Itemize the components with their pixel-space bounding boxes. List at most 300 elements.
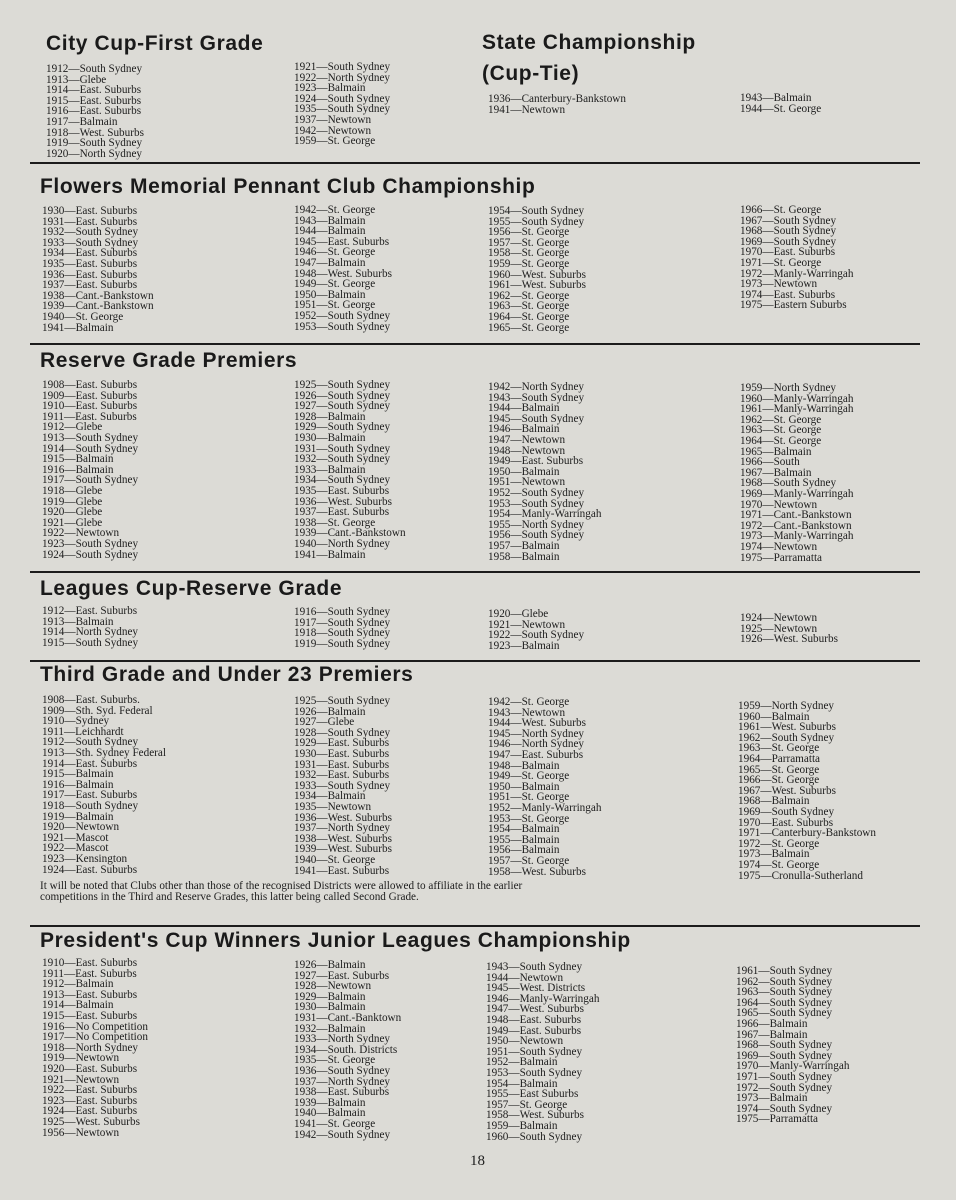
list-city-cup-col1	[46, 64, 144, 159]
list-item: 1951—St. George	[294, 299, 376, 312]
list-item: 1965—South Sydney	[736, 1007, 833, 1020]
list-item: 1966—St. George	[738, 774, 820, 787]
list-item: 1975—Parramatta	[736, 1113, 819, 1126]
list-item: 1942—Newtown	[294, 124, 372, 137]
list-item: 1945—South Sydney	[488, 412, 585, 425]
list-item: 1971—Cant.-Bankstown	[740, 509, 852, 522]
list-item: 1944—Newtown	[486, 971, 564, 984]
list-item: 1961—West. Suburbs	[488, 279, 586, 292]
list-item: 1934—South Sydney	[294, 474, 391, 487]
list-item: 1930—Balmain	[294, 431, 366, 444]
list-item: 1947—Newtown	[488, 433, 566, 446]
list-state-col1	[488, 94, 626, 115]
list-item: 1914—East. Suburbs	[46, 84, 142, 97]
list-item: 1922—North Sydney	[294, 71, 391, 84]
list-item: 1952—Balmain	[486, 1056, 558, 1069]
footnote: It will be noted that Clubs other than those of the recognised Districts were allowed to affiliate in the earlier competitions in the Third and Reserve Grades, this latter being called Second Grade.	[40, 880, 523, 903]
list-state-col2	[740, 93, 821, 114]
list-item: 1940—Balmain	[294, 1107, 366, 1120]
list-item: 1916—Balmain	[42, 463, 114, 476]
list-item: 1920—North Sydney	[46, 147, 143, 160]
section-divider	[30, 925, 920, 927]
list-item: 1965—St. George	[738, 763, 820, 776]
list-item: 1963—St. George	[488, 300, 570, 313]
list-item: 1946—Manly-Warringah	[486, 992, 600, 1005]
list-item: 1928—Balmain	[294, 410, 366, 423]
list-item: 1912—Glebe	[42, 421, 103, 434]
list-item: 1965—Balmain	[740, 445, 812, 458]
list-item: 1951—St. George	[488, 791, 570, 804]
list-item: 1938—Cant.-Bankstown	[42, 289, 154, 302]
list-reserve-col1	[42, 380, 138, 560]
list-item: 1953—South Sydney	[486, 1066, 583, 1079]
list-item: 1956—South Sydney	[488, 529, 585, 542]
list-item: 1922—East. Suburbs	[42, 1084, 138, 1097]
list-item: 1915—East. Suburbs	[46, 94, 142, 107]
list-item: 1922—South Sydney	[488, 629, 585, 642]
list-item: 1953—South Sydney	[488, 497, 585, 510]
list-item: 1963—St. George	[740, 424, 822, 437]
list-item: 1934—Balmain	[294, 790, 366, 803]
list-item: 1923—East. Suburbs	[42, 1094, 138, 1107]
list-item: 1920—East. Suburbs	[42, 1062, 138, 1075]
list-leagues-col1	[42, 606, 138, 648]
list-item: 1948—Newtown	[488, 444, 566, 457]
list-item: 1974—South Sydney	[736, 1102, 833, 1115]
list-item: 1950—Balmain	[488, 465, 560, 478]
list-item: 1924—South Sydney	[42, 548, 139, 561]
page-number: 18	[470, 1153, 485, 1169]
list-item: 1930—Balmain	[294, 1001, 366, 1014]
list-item: 1939—Cant.-Bankstown	[42, 300, 154, 313]
list-item: 1958—West. Suburbs	[488, 865, 586, 878]
list-item: 1943—Balmain	[740, 92, 812, 104]
list-item: 1974—East. Suburbs	[740, 288, 836, 301]
list-item: 1917—South Sydney	[42, 474, 139, 487]
list-item: 1930—East. Suburbs	[294, 747, 390, 760]
section-title-city-cup: City Cup-First Grade	[46, 32, 264, 55]
list-item: 1956—Balmain	[488, 844, 560, 857]
list-item: 1923—Balmain	[488, 639, 560, 652]
list-item: 1946—North Sydney	[488, 738, 585, 751]
list-item: 1936—West. Suburbs	[294, 811, 392, 824]
list-item: 1925—South Sydney	[294, 695, 391, 707]
list-item: 1972—Manly-Warringah	[740, 267, 854, 280]
list-item: 1966—Balmain	[736, 1017, 808, 1030]
list-flowers-col3	[488, 206, 586, 333]
list-item: 1931—South Sydney	[294, 442, 391, 455]
list-item: 1925—South Sydney	[294, 379, 391, 391]
list-item: 1962—South Sydney	[736, 975, 833, 988]
list-item: 1941—East. Suburbs	[294, 864, 390, 877]
list-item: 1908—East. Suburbs	[42, 379, 138, 391]
list-item: 1949—East. Suburbs	[486, 1024, 582, 1037]
list-item: 1929—East. Suburbs	[294, 737, 390, 750]
list-item: 1962—St. George	[740, 413, 822, 426]
list-item: 1918—Glebe	[42, 484, 103, 497]
list-leagues-col4	[740, 613, 838, 645]
list-item: 1973—Balmain	[736, 1092, 808, 1105]
list-item: 1914—North Sydney	[42, 626, 139, 639]
list-item: 1960—South Sydney	[486, 1130, 583, 1143]
list-item: 1939—Balmain	[294, 1096, 366, 1109]
list-item: 1929—South Sydney	[294, 421, 391, 434]
list-item: 1969—South Sydney	[736, 1049, 833, 1062]
list-item: 1970—East. Suburbs	[740, 246, 836, 259]
list-item: 1955—Balmain	[488, 833, 560, 846]
list-item: 1949—St. George	[488, 770, 570, 783]
list-leagues-col2	[294, 607, 390, 649]
list-item: 1909—Sth. Syd. Federal	[42, 704, 153, 717]
list-item: 1918—North Sydney	[42, 1041, 139, 1054]
list-item: 1961—South Sydney	[736, 965, 833, 977]
list-item: 1967—West. Suburbs	[738, 784, 836, 797]
list-item: 1961—Manly-Warringah	[740, 403, 854, 416]
section-title-state-championship: State Championship	[482, 31, 696, 54]
list-item: 1935—South Sydney	[294, 103, 391, 116]
list-item: 1949—East. Suburbs	[488, 455, 584, 468]
list-item: 1950—Balmain	[488, 780, 560, 793]
list-item: 1967—South Sydney	[740, 214, 837, 227]
list-item: 1910—East. Suburbs	[42, 957, 138, 969]
list-item: 1954—Balmain	[488, 823, 560, 836]
list-item: 1917—South Sydney	[294, 616, 391, 629]
list-item: 1974—Newtown	[740, 540, 818, 553]
list-item: 1913—South Sydney	[42, 431, 139, 444]
section-divider	[30, 660, 920, 662]
list-item: 1939—Cant.-Bankstown	[294, 527, 406, 540]
list-item: 1918—South Sydney	[42, 799, 139, 812]
list-item: 1922—Mascot	[42, 842, 109, 855]
list-third-col2	[294, 696, 392, 876]
list-item: 1924—East. Suburbs	[42, 1105, 138, 1118]
list-item: 1918—South Sydney	[294, 627, 391, 640]
list-item: 1958—St. George	[488, 247, 570, 260]
list-item: 1947—West. Suburbs	[486, 1003, 584, 1016]
list-item: 1931—East. Suburbs	[294, 758, 390, 771]
list-item: 1962—St. George	[488, 289, 570, 302]
list-item: 1916—East. Suburbs	[46, 105, 142, 118]
list-item: 1972—South Sydney	[736, 1081, 833, 1094]
list-item: 1913—Glebe	[46, 73, 107, 86]
list-item: 1913—East. Suburbs	[42, 988, 138, 1001]
list-item: 1936—Canterbury-Bankstown	[488, 93, 626, 105]
list-item: 1940—St. George	[294, 853, 376, 866]
section-subtitle-cup-tie: (Cup-Tie)	[482, 62, 580, 85]
list-item: 1923—Kensington	[42, 852, 128, 865]
list-item: 1921—Newtown	[488, 618, 566, 631]
list-item: 1956—St. George	[488, 226, 570, 239]
list-item: 1927—South Sydney	[294, 400, 391, 413]
section-title-presidents-cup: President's Cup Winners Junior Leagues Championship	[40, 929, 631, 952]
list-item: 1971—South Sydney	[736, 1070, 833, 1083]
list-item: 1924—South Sydney	[294, 92, 391, 105]
list-item: 1973—Balmain	[738, 848, 810, 861]
list-item: 1926—Balmain	[294, 705, 366, 718]
list-item: 1932—South Sydney	[42, 226, 139, 239]
list-item: 1915—East. Suburbs	[42, 1009, 138, 1022]
list-item: 1933—South Sydney	[294, 779, 391, 792]
list-item: 1947—Balmain	[294, 256, 366, 269]
list-item: 1935—East. Suburbs	[42, 257, 138, 270]
list-item: 1968—South Sydney	[736, 1039, 833, 1052]
list-item: 1927—East. Suburbs	[294, 969, 390, 982]
list-presidents-col1	[42, 958, 148, 1138]
list-item: 1912—Balmain	[42, 978, 114, 991]
list-item: 1945—East. Suburbs	[294, 235, 390, 248]
list-item: 1971—St. George	[740, 256, 822, 269]
list-item: 1970—Manly-Warringah	[736, 1060, 850, 1073]
list-reserve-col3	[488, 382, 601, 562]
list-item: 1975—Cronulla-Sutherland	[738, 869, 863, 882]
list-item: 1915—Balmain	[42, 453, 114, 466]
list-item: 1946—St. George	[294, 246, 376, 259]
list-item: 1950—Newtown	[486, 1035, 564, 1048]
list-item: 1924—East. Suburbs	[42, 863, 138, 876]
list-item: 1968—South Sydney	[740, 477, 837, 490]
list-item: 1908—East. Suburbs.	[42, 694, 140, 706]
list-item: 1941—St. George	[294, 1117, 376, 1130]
list-item: 1964—Parramatta	[738, 752, 821, 765]
list-item: 1943—South Sydney	[488, 391, 585, 404]
list-item: 1918—West. Suburbs	[46, 126, 144, 139]
list-item: 1955—East Suburbs	[486, 1088, 579, 1101]
list-item: 1910—Sydney	[42, 715, 110, 728]
section-divider	[30, 571, 920, 573]
list-item: 1917—East. Suburbs	[42, 789, 138, 802]
list-item: 1950—Balmain	[294, 288, 366, 301]
list-item: 1962—South Sydney	[738, 731, 835, 744]
list-item: 1957—St. George	[486, 1098, 568, 1111]
list-item: 1915—South Sydney	[42, 636, 139, 649]
list-item: 1936—West. Suburbs	[294, 495, 392, 508]
list-item: 1935—East. Suburbs	[294, 484, 390, 497]
list-item: 1967—Balmain	[740, 466, 812, 479]
list-item: 1936—South Sydney	[294, 1064, 391, 1077]
list-item: 1957—Balmain	[488, 539, 560, 552]
list-item: 1949—St. George	[294, 278, 376, 291]
list-item: 1923—Balmain	[294, 82, 366, 95]
list-item: 1938—St. George	[294, 516, 376, 529]
list-item: 1969—South Sydney	[740, 235, 837, 248]
list-third-col3	[488, 697, 601, 877]
list-item: 1966—South	[740, 456, 800, 469]
list-item: 1933—South Sydney	[42, 236, 139, 249]
list-item: 1975—Parramatta	[740, 551, 823, 564]
list-item: 1933—Balmain	[294, 463, 366, 476]
list-item: 1956—Newtown	[42, 1126, 120, 1139]
list-item: 1942—North Sydney	[488, 381, 585, 393]
list-item: 1959—North Sydney	[740, 382, 837, 394]
list-item: 1941—Balmain	[42, 321, 114, 334]
list-item: 1942—St. George	[488, 696, 570, 708]
list-item: 1912—South Sydney	[46, 63, 143, 75]
list-item: 1955—North Sydney	[488, 518, 585, 531]
list-item: 1943—Balmain	[294, 214, 366, 227]
list-item: 1968—Balmain	[738, 795, 810, 808]
list-item: 1964—South Sydney	[736, 996, 833, 1009]
list-item: 1937—North Sydney	[294, 1075, 391, 1088]
list-item: 1919—Balmain	[42, 810, 114, 823]
list-item: 1932—East. Suburbs	[294, 769, 390, 782]
list-item: 1945—West. Districts	[486, 982, 586, 995]
list-item: 1942—St. George	[294, 204, 376, 216]
list-item: 1945—North Sydney	[488, 727, 585, 740]
list-item: 1938—East. Suburbs	[294, 1086, 390, 1099]
list-item: 1914—South Sydney	[42, 442, 139, 455]
section-title-leagues-cup: Leagues Cup-Reserve Grade	[40, 577, 343, 600]
list-item: 1942—South Sydney	[294, 1128, 391, 1141]
list-item: 1973—Newtown	[740, 278, 818, 291]
list-item: 1969—South Sydney	[738, 805, 835, 818]
list-item: 1914—East. Suburbs	[42, 757, 138, 770]
list-item: 1964—St. George	[740, 434, 822, 447]
list-item: 1952—Manly-Warringah	[488, 801, 602, 814]
list-item: 1953—St. George	[488, 812, 570, 825]
list-item: 1954—Manly-Warringah	[488, 508, 602, 521]
list-item: 1944—Balmain	[294, 225, 366, 238]
list-item: 1928—Newtown	[294, 980, 372, 993]
list-item: 1925—West. Suburbs	[42, 1115, 140, 1128]
list-item: 1951—South Sydney	[486, 1045, 583, 1058]
list-item: 1940—St. George	[42, 310, 124, 323]
list-item: 1952—South Sydney	[294, 309, 391, 322]
list-item: 1909—East. Suburbs	[42, 389, 138, 402]
list-item: 1931—East. Suburbs	[42, 215, 138, 228]
list-leagues-col3	[488, 609, 584, 651]
list-item: 1937—East. Suburbs	[42, 279, 138, 292]
list-item: 1936—East. Suburbs	[42, 268, 138, 281]
list-item: 1959—North Sydney	[738, 700, 835, 712]
list-item: 1932—South Sydney	[294, 453, 391, 466]
list-item: 1916—No Competition	[42, 1020, 148, 1033]
list-item: 1939—West. Suburbs	[294, 843, 392, 856]
list-item: 1934—South. Districts	[294, 1043, 398, 1056]
list-item: 1914—Balmain	[42, 999, 114, 1012]
list-item: 1960—Balmain	[738, 710, 810, 723]
list-item: 1916—South Sydney	[294, 606, 391, 618]
list-item: 1944—West. Suburbs	[488, 717, 586, 730]
list-item: 1972—Cant.-Bankstown	[740, 519, 852, 532]
list-item: 1948—Balmain	[488, 759, 560, 772]
list-item: 1912—East. Suburbs	[42, 605, 138, 617]
list-item: 1954—South Sydney	[488, 205, 585, 217]
list-item: 1961—West. Suburbs	[738, 721, 836, 734]
list-item: 1955—South Sydney	[488, 215, 585, 228]
list-third-col1	[42, 695, 166, 875]
list-item: 1944—St. George	[740, 102, 822, 115]
list-item: 1947—East. Suburbs	[488, 748, 584, 761]
list-item: 1943—Newtown	[488, 706, 566, 719]
list-third-col4	[738, 701, 876, 881]
list-item: 1944—Balmain	[488, 402, 560, 415]
list-item: 1941—Newtown	[488, 103, 566, 116]
list-item: 1920—Glebe	[42, 506, 103, 519]
list-item: 1924—Newtown	[740, 612, 818, 624]
list-item: 1953—South Sydney	[294, 320, 391, 333]
list-item: 1917—No Competition	[42, 1031, 148, 1044]
list-item: 1937—Newtown	[294, 113, 372, 126]
section-title-third-grade: Third Grade and Under 23 Premiers	[40, 663, 414, 686]
list-item: 1951—Newtown	[488, 476, 566, 489]
list-item: 1929—Balmain	[294, 990, 366, 1003]
list-item: 1974—St. George	[738, 858, 820, 871]
list-item: 1919—South Sydney	[294, 637, 391, 650]
list-item: 1915—Balmain	[42, 768, 114, 781]
list-item: 1965—St. George	[488, 321, 570, 334]
list-item: 1923—South Sydney	[42, 537, 139, 550]
list-presidents-col2	[294, 960, 401, 1140]
list-item: 1957—St. George	[488, 854, 570, 867]
list-item: 1941—Balmain	[294, 548, 366, 561]
list-item: 1935—Newtown	[294, 800, 372, 813]
list-item: 1930—East. Suburbs	[42, 205, 138, 217]
list-item: 1966—St. George	[740, 204, 822, 216]
list-item: 1963—South Sydney	[736, 986, 833, 999]
list-item: 1969—Manly-Warringah	[740, 487, 854, 500]
list-item: 1968—South Sydney	[740, 225, 837, 238]
section-title-flowers-memorial: Flowers Memorial Pennant Club Championship	[40, 175, 536, 198]
list-item: 1972—St. George	[738, 837, 820, 850]
list-item: 1960—West. Suburbs	[488, 268, 586, 281]
list-item: 1910—East. Suburbs	[42, 400, 138, 413]
section-title-reserve-grade: Reserve Grade Premiers	[40, 349, 298, 372]
list-item: 1963—St. George	[738, 742, 820, 755]
list-item: 1921—South Sydney	[294, 61, 391, 73]
list-item: 1925—Newtown	[740, 622, 818, 635]
list-item: 1952—South Sydney	[488, 486, 585, 499]
list-item: 1970—East. Suburbs	[738, 816, 834, 829]
list-item: 1932—Balmain	[294, 1022, 366, 1035]
list-item: 1933—North Sydney	[294, 1033, 391, 1046]
list-reserve-col4	[740, 383, 853, 563]
list-item: 1934—East. Suburbs	[42, 247, 138, 260]
list-item: 1948—East. Suburbs	[486, 1013, 582, 1026]
list-item: 1958—Balmain	[488, 550, 560, 563]
list-item: 1975—Eastern Suburbs	[740, 299, 847, 312]
list-item: 1960—Manly-Warringah	[740, 392, 854, 405]
list-item: 1913—Balmain	[42, 615, 114, 628]
list-item: 1946—Balmain	[488, 423, 560, 436]
list-item: 1922—Newtown	[42, 527, 120, 540]
list-item: 1926—Balmain	[294, 959, 366, 971]
list-item: 1970—Newtown	[740, 498, 818, 511]
list-item: 1926—South Sydney	[294, 389, 391, 402]
list-presidents-col4	[736, 966, 849, 1125]
list-city-cup-col2	[294, 62, 390, 147]
list-presidents-col3	[486, 962, 599, 1142]
list-flowers-col2	[294, 205, 392, 332]
list-item: 1959—Balmain	[486, 1119, 558, 1132]
list-item: 1938—West. Suburbs	[294, 832, 392, 845]
list-item: 1919—Glebe	[42, 495, 103, 508]
list-flowers-col1	[42, 206, 154, 333]
list-item: 1926—West. Suburbs	[740, 633, 838, 646]
list-item: 1940—North Sydney	[294, 537, 391, 550]
list-item: 1959—St. George	[294, 135, 376, 148]
section-divider	[30, 162, 920, 164]
list-item: 1958—West. Suburbs	[486, 1109, 584, 1122]
list-item: 1931—Cant.-Banktown	[294, 1011, 402, 1024]
list-item: 1911—Leichhardt	[42, 725, 124, 738]
list-item: 1935—St. George	[294, 1054, 376, 1067]
list-reserve-col2	[294, 380, 406, 560]
list-item: 1973—Manly-Warringah	[740, 530, 854, 543]
list-item: 1948—West. Suburbs	[294, 267, 392, 280]
list-item: 1920—Newtown	[42, 821, 120, 834]
list-item: 1927—Glebe	[294, 716, 355, 729]
list-item: 1971—Canterbury-Bankstown	[738, 827, 876, 840]
